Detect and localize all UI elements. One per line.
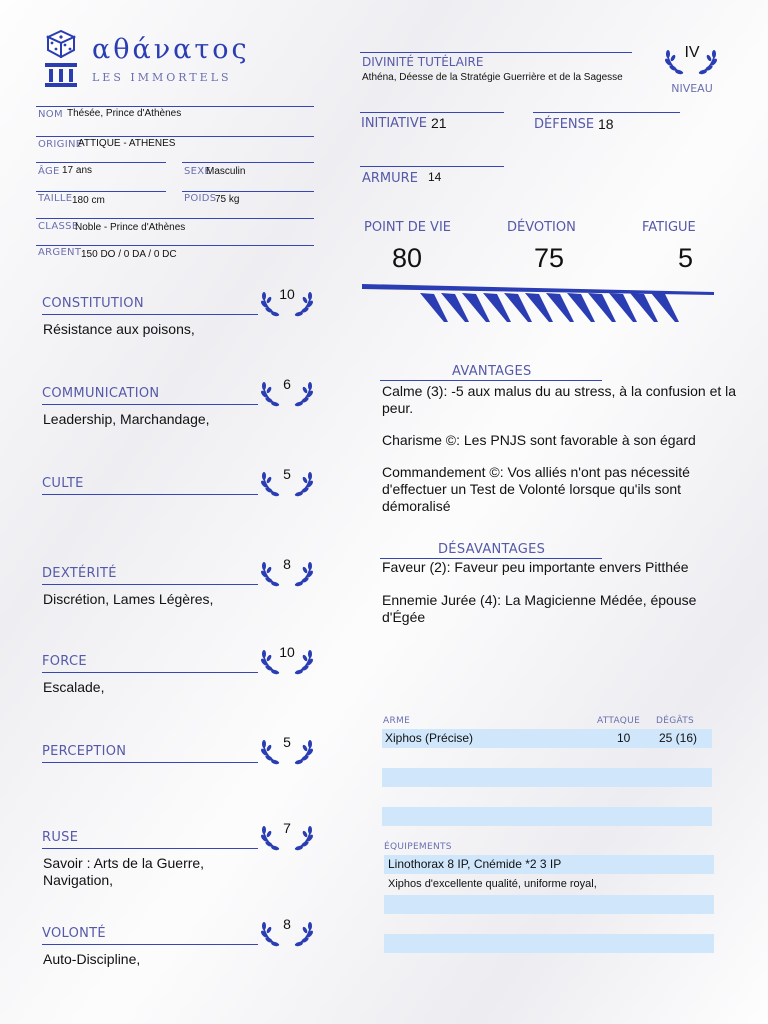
desavantages-title: DÉSAVANTAGES (438, 542, 546, 557)
attribute-value: 8 (283, 916, 291, 932)
nom-value: Thésée, Prince d'Athènes (67, 108, 182, 119)
avantage-item: Commandement ©: Vos alliés n'ont pas nécessité d'effectuer un Test de Volonté lorsque qu'ils sont démoralisé (382, 464, 690, 514)
niveau-label: NIVEAU (671, 82, 713, 95)
devotion-label: DÉVOTION (507, 220, 576, 235)
equipment-row[interactable] (384, 876, 714, 895)
attribute-name: FORCE (42, 654, 87, 669)
attribute-value: 8 (283, 556, 291, 572)
argent-label: ARGENT (38, 247, 82, 258)
avantages-title: AVANTAGES (452, 364, 532, 379)
laurel-icon (259, 378, 315, 408)
weapon-row-empty[interactable] (382, 768, 712, 787)
attribute-name: DEXTÉRITÉ (42, 566, 117, 581)
weapon-row[interactable] (382, 729, 712, 748)
niveau-value: IV (684, 44, 700, 61)
attribute-skills: Leadership, Marchandage, (43, 411, 210, 427)
avantage-item: Calme (3): -5 aux malus du au stress, à la confusion et la peur. (382, 383, 737, 416)
meander-decoration (362, 282, 714, 324)
laurel-icon (663, 46, 719, 76)
defense-label: DÉFENSE (534, 117, 595, 132)
logo-title: αθάνατος (92, 34, 250, 65)
attribute-skills: Discrétion, Lames Légères, (43, 591, 214, 607)
divinite-label: DIVINITÉ TUTÉLAIRE (362, 55, 484, 69)
pv-label: POINT DE VIE (364, 220, 452, 235)
fatigue-label: FATIGUE (642, 220, 696, 235)
initiative-value: 21 (431, 115, 447, 131)
sexe-value: Masculin (206, 166, 246, 177)
dice-icon (46, 30, 76, 58)
classe-value: Noble - Prince d'Athènes (75, 222, 186, 233)
attribute-value: 6 (283, 376, 291, 392)
laurel-icon (259, 468, 315, 498)
sexe-label: SEXE (184, 166, 212, 177)
weapon-degats: 25 (16) (659, 731, 698, 745)
attribute-name: RUSE (42, 830, 79, 845)
attribute-skills: Savoir : Arts de la Guerre, Navigation, (43, 855, 205, 888)
weapon-name: Xiphos (Précise) (385, 731, 474, 745)
laurel-icon (259, 822, 315, 852)
attribute-name: CONSTITUTION (42, 296, 144, 311)
attribute-name: COMMUNICATION (42, 386, 160, 401)
poids-value: 75 kg (215, 194, 240, 205)
weapon-attaque: 10 (617, 731, 631, 745)
degats-label: DÉGÂTS (656, 716, 695, 726)
origine-label: ORIGINE (38, 139, 83, 150)
initiative-label: INITIATIVE (361, 116, 427, 131)
logo (44, 30, 284, 92)
armure-value: 14 (428, 170, 442, 184)
divinite-value: Athéna, Déesse de la Stratégie Guerrière et de la Sagesse (362, 72, 623, 83)
laurel-icon (259, 646, 315, 676)
pv-value: 80 (392, 243, 423, 273)
desavantage-item: Ennemie Jurée (4): La Magicienne Médée, épouse d'Égée (382, 592, 697, 625)
attribute-name: PERCEPTION (42, 744, 127, 759)
temple-icon (44, 62, 78, 88)
fatigue-value: 5 (678, 243, 694, 273)
attribute-value: 7 (283, 820, 291, 836)
equipment-row-empty[interactable] (384, 895, 714, 914)
attribute-name: VOLONTÉ (42, 926, 106, 941)
weapon-row-empty[interactable] (382, 807, 712, 826)
nom-label: NOM (38, 109, 63, 120)
attaque-label: ATTAQUE (597, 716, 641, 726)
equipment-text: Linothorax 8 IP, Cnémide *2 3 IP (388, 857, 562, 871)
poids-label: POIDS (184, 193, 217, 204)
attribute-value: 5 (283, 466, 291, 482)
defense-value: 18 (598, 116, 614, 132)
argent-value: 150 DO / 0 DA / 0 DC (81, 249, 177, 260)
equipment-row[interactable] (384, 855, 714, 874)
laurel-icon (259, 918, 315, 948)
equipements-label: ÉQUIPEMENTS (384, 842, 452, 852)
attribute-skills: Escalade, (43, 679, 105, 695)
avantage-item: Charisme ©: Les PNJS sont favorable à son égard (382, 432, 696, 448)
attribute-value: 10 (279, 286, 295, 302)
logo-subtitle: LES IMMORTELS (92, 71, 232, 84)
attribute-value: 10 (279, 644, 295, 660)
arme-label: ARME (383, 716, 411, 726)
devotion-value: 75 (534, 243, 565, 273)
classe-label: CLASSE (38, 221, 79, 232)
origine-value: ATTIQUE - ATHENES (78, 138, 176, 149)
attribute-skills: Résistance aux poisons, (43, 321, 195, 337)
taille-label: TAILLE (38, 193, 73, 204)
laurel-icon (259, 736, 315, 766)
age-label: ÂGE (38, 166, 60, 177)
laurel-icon (259, 288, 315, 318)
laurel-icon (259, 558, 315, 588)
equipment-row-empty[interactable] (384, 934, 714, 953)
armure-label: ARMURE (362, 171, 418, 186)
attribute-skills: Auto-Discipline, (43, 951, 141, 967)
equipment-text: Xiphos d'excellente qualité, uniforme royal, (388, 878, 597, 890)
attribute-value: 5 (283, 734, 291, 750)
age-value: 17 ans (62, 165, 93, 176)
blade-mark (420, 293, 448, 322)
attribute-name: CULTE (42, 476, 84, 491)
taille-value: 180 cm (72, 195, 105, 206)
desavantage-item: Faveur (2): Faveur peu importante envers Pitthée (382, 559, 689, 575)
